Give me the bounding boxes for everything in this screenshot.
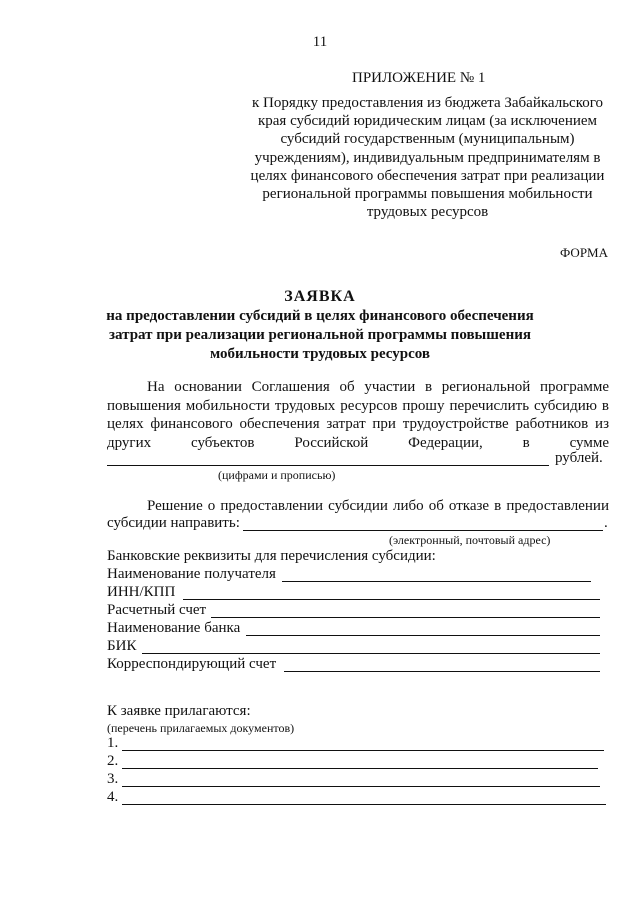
- basis-paragraph: [107, 378, 609, 452]
- field-label-recipient: Наименование получателя: [107, 566, 276, 582]
- subtitle-line: затрат при реализации региональной программы повышения: [109, 327, 531, 343]
- basis-line: других субъектов Российской Федерации, в сумме: [107, 434, 609, 451]
- attachment-field[interactable]: [122, 768, 598, 769]
- attachment-number: 1.: [107, 735, 119, 751]
- order-line: субсидий государственным (муниципальным): [280, 131, 575, 148]
- bik-field[interactable]: [142, 653, 600, 654]
- subtitle-line: мобильности трудовых ресурсов: [210, 346, 430, 362]
- bank-heading: Банковские реквизиты для перечисления субсидии:: [107, 548, 436, 564]
- order-line: целях финансового обеспечения затрат при реализации: [250, 167, 605, 184]
- subtitle-line: на предоставлении субсидий в целях финансового обеспечения: [106, 308, 534, 324]
- form-label: ФОРМА: [560, 245, 608, 260]
- appendix-order-reference: [230, 94, 625, 221]
- address-hint: (электронный, почтовый адрес): [389, 533, 551, 547]
- page-number: 11: [312, 34, 328, 50]
- recipient-field[interactable]: [282, 581, 591, 582]
- attachment-field[interactable]: [122, 750, 604, 751]
- attachments-hint: (перечень прилагаемых документов): [107, 721, 295, 735]
- decision-label: субсидии направить:: [107, 515, 240, 531]
- attachment-number: 3.: [107, 771, 119, 787]
- field-label-bank: Наименование банка: [107, 620, 241, 636]
- field-label-inn: ИНН/КПП: [107, 584, 176, 600]
- appendix-title: ПРИЛОЖЕНИЕ № 1: [352, 70, 486, 86]
- attachments-heading: К заявке прилагаются:: [107, 703, 251, 719]
- bank-name-field[interactable]: [246, 635, 600, 636]
- basis-line: На основании Соглашения об участии в региональной программе: [147, 379, 609, 395]
- order-line: трудовых ресурсов: [366, 204, 489, 221]
- address-field[interactable]: [243, 530, 603, 531]
- order-line: края субсидий юридическим лицам (за исключением: [257, 113, 598, 130]
- attachment-number: 4.: [107, 789, 119, 805]
- decision-line: Решение о предоставлении субсидии либо об отказе в предоставлении: [147, 498, 609, 514]
- order-line: региональной программы повышения мобильности: [262, 186, 593, 203]
- basis-line: повышения мобильности трудовых ресурсов прошу перечислить субсидию в: [107, 397, 609, 414]
- corr-account-field[interactable]: [284, 671, 600, 672]
- field-label-account: Расчетный счет: [107, 602, 207, 618]
- decision-paragraph: [107, 497, 609, 516]
- basis-line: целях финансового обеспечения затрат при трудоустройстве работников из: [107, 416, 609, 432]
- account-field[interactable]: [211, 617, 600, 618]
- field-label-bik: БИК: [107, 638, 137, 654]
- decision-end: .: [604, 515, 608, 531]
- currency-label: рублей.: [555, 450, 603, 466]
- attachment-field[interactable]: [122, 786, 600, 787]
- attachment-field[interactable]: [122, 804, 606, 805]
- attachment-number: 2.: [107, 753, 119, 769]
- inn-field[interactable]: [183, 599, 600, 600]
- order-line: к Порядку предоставления из бюджета Забайкальского: [251, 95, 603, 111]
- application-title: ЗАЯВКА: [284, 288, 356, 305]
- application-subtitle: [100, 307, 540, 364]
- field-label-corr-account: Корреспондирующий счет: [107, 656, 277, 672]
- amount-hint: (цифрами и прописью): [218, 468, 336, 482]
- amount-field[interactable]: [107, 465, 549, 466]
- order-line: учреждениям), индивидуальным предпринимателям в: [254, 149, 601, 166]
